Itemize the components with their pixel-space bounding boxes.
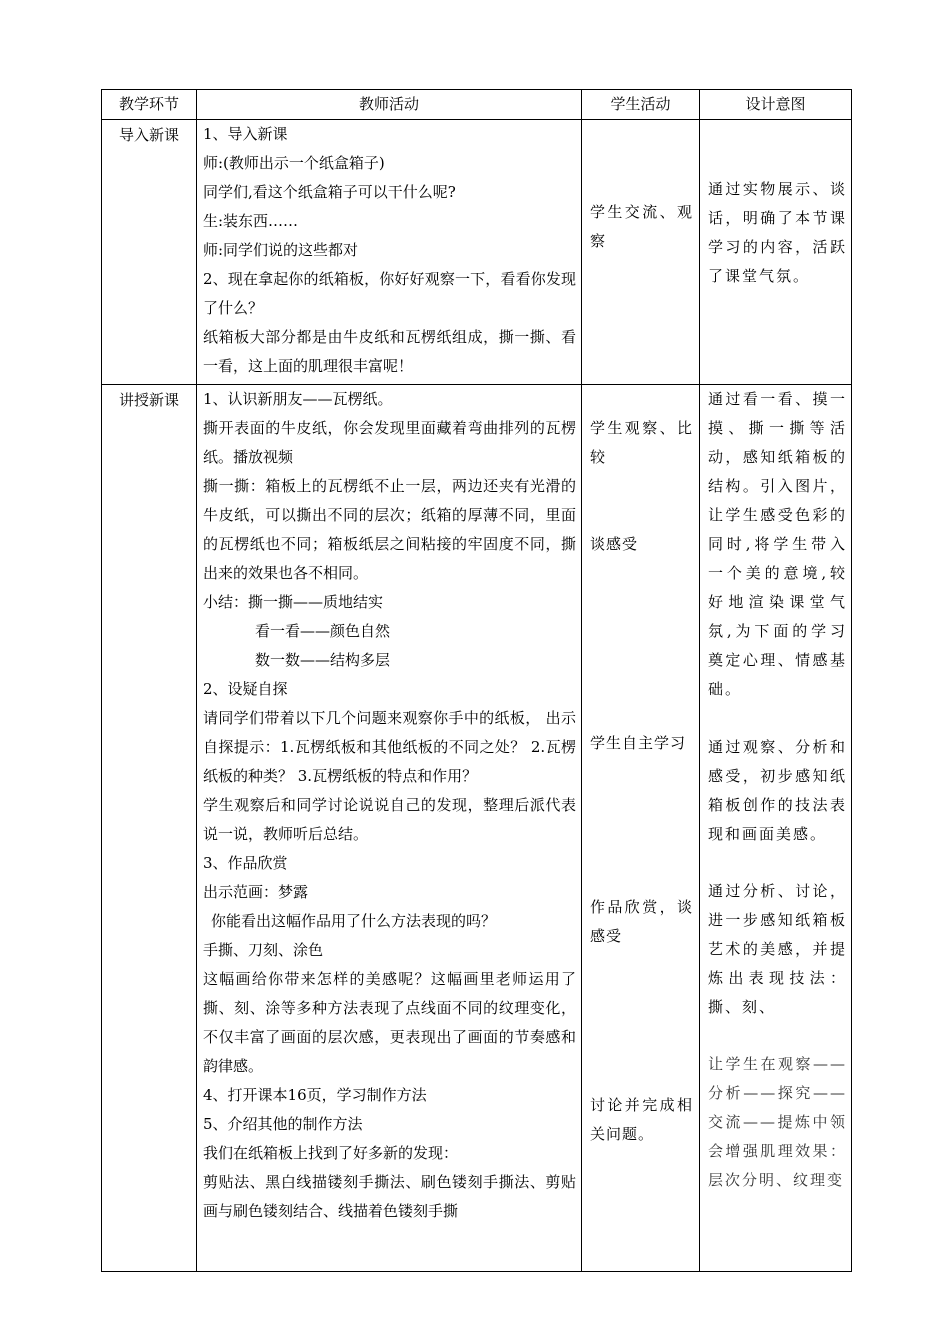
teacher-text: 师:(教师出示一个纸盒箱子) <box>203 154 385 172</box>
teacher-text: 剪贴法、黑白线描镂刻手撕法、刷色镂刻手撕法、剪贴画与刷色镂刻结合、线描着色镂刻手撕 <box>203 1173 576 1220</box>
teacher-text: 纸箱板大部分都是由牛皮纸和瓦楞纸组成，撕一撕、看一看，这上面的肌理很丰富呢！ <box>203 328 576 375</box>
design-text: 通过观察、分析和感受，初步感知纸箱板创作的技法表现和画面美感。 <box>708 738 847 843</box>
teacher-text: 我们在纸箱板上找到了好多新的发现： <box>203 1144 459 1162</box>
teacher-text: 这幅画给你带来怎样的美感呢？这幅画里老师运用了撕、刻、涂等多种方法表现了点线面不同的纹理变化，不仅丰富了画面的层次感，更表现出了画面的节奏感和韵律感。 <box>203 970 576 1075</box>
student-text: 学生观察、比较 <box>590 419 693 466</box>
stage-cell: 导入新课 <box>102 120 197 385</box>
teacher-text: 生:装东西…… <box>203 212 299 230</box>
lesson-plan-table <box>101 89 852 1272</box>
teacher-text: 1、导入新课 <box>203 125 288 143</box>
table-header-row <box>102 90 852 120</box>
teacher-text: 小结：撕一撕——质地结实 <box>203 593 384 611</box>
teacher-text: 2、设疑自探 <box>203 680 288 698</box>
teacher-text: 5、介绍其他的制作方法 <box>203 1115 363 1133</box>
header-stage: 教学环节 <box>102 90 197 120</box>
student-activity-cell <box>582 385 700 1272</box>
student-text: 作品欣赏，谈感受 <box>590 898 693 945</box>
stage-cell: 讲授新课 <box>102 385 197 1272</box>
teacher-activity-cell <box>197 385 582 1272</box>
teacher-text: 你能看出这幅作品用了什么方法表现的吗？ <box>211 912 497 930</box>
design-intent-cell <box>700 385 852 1272</box>
teacher-text: 数一数——结构多层 <box>255 651 391 669</box>
student-activity-cell <box>582 120 700 385</box>
teacher-activity-cell <box>197 120 582 385</box>
teacher-text: 出示范画：梦露 <box>203 883 309 901</box>
table-row-intro <box>102 120 852 385</box>
teacher-text: 1、认识新朋友——瓦楞纸。 <box>203 390 393 408</box>
teacher-text: 2、现在拿起你的纸箱板，你好好观察一下，看看你发现了什么？ <box>203 270 576 317</box>
design-text: 让学生在观察——分析——探究——交流——提炼中领会增强肌理效果：层次分明、纹理变 <box>708 1055 847 1189</box>
design-text: 通过实物展示、谈话，明确了本节课学习的内容，活跃了课堂气氛。 <box>708 180 847 285</box>
teacher-text: 手撕、刀刻、涂色 <box>203 941 324 959</box>
teacher-text: 学生观察后和同学讨论说说自己的发现，整理后派代表说一说，教师听后总结。 <box>203 796 576 843</box>
student-text: 谈感受 <box>590 535 639 553</box>
header-teacher-activity: 教师活动 <box>197 90 582 120</box>
header-design-intent: 设计意图 <box>700 90 852 120</box>
student-text: 学生交流、观察 <box>590 203 693 250</box>
teacher-text: 师:同学们说的这些都对 <box>203 241 359 259</box>
header-student-activity: 学生活动 <box>582 90 700 120</box>
teacher-text: 撕开表面的牛皮纸，你会发现里面藏着弯曲排列的瓦楞纸。播放视频 <box>203 419 576 466</box>
teacher-text: 4、打开课本16页，学习制作方法 <box>203 1086 427 1104</box>
student-text: 学生自主学习 <box>590 734 687 752</box>
student-text: 讨论并完成相关问题。 <box>590 1096 693 1143</box>
design-intent-cell <box>700 120 852 385</box>
teacher-text: 撕一撕：箱板上的瓦楞纸不止一层，两边还夹有光滑的牛皮纸，可以撕出不同的层次；纸箱的厚薄不同，里面的瓦楞纸也不同；箱板纸层之间粘接的牢固度不同，撕出来的效果也各不相同。 <box>203 477 576 582</box>
teacher-text: 同学们,看这个纸盒箱子可以干什么呢? <box>203 183 456 201</box>
teacher-text: 3、作品欣赏 <box>203 854 288 872</box>
teacher-text: 请同学们带着以下几个问题来观察你手中的纸板， 出示自探提示：1.瓦楞纸板和其他纸板的不同之处？ 2.瓦楞纸板的种类？ 3.瓦楞纸板的特点和作用？ <box>203 709 576 785</box>
design-text: 通过看一看、摸一摸、撕一撕等活动，感知纸箱板的结构。引入图片，让学生感受色彩的同时,将学生带入一个美的意境,较好地渲染课堂气氛,为下面的学习奠定心理、情感基础。 <box>708 390 847 698</box>
table-row-teach <box>102 385 852 1272</box>
design-text: 通过分析、讨论，进一步感知纸箱板艺术的美感，并提炼出表现技法：撕、刻、 <box>708 882 847 1016</box>
teacher-text: 看一看——颜色自然 <box>255 622 391 640</box>
